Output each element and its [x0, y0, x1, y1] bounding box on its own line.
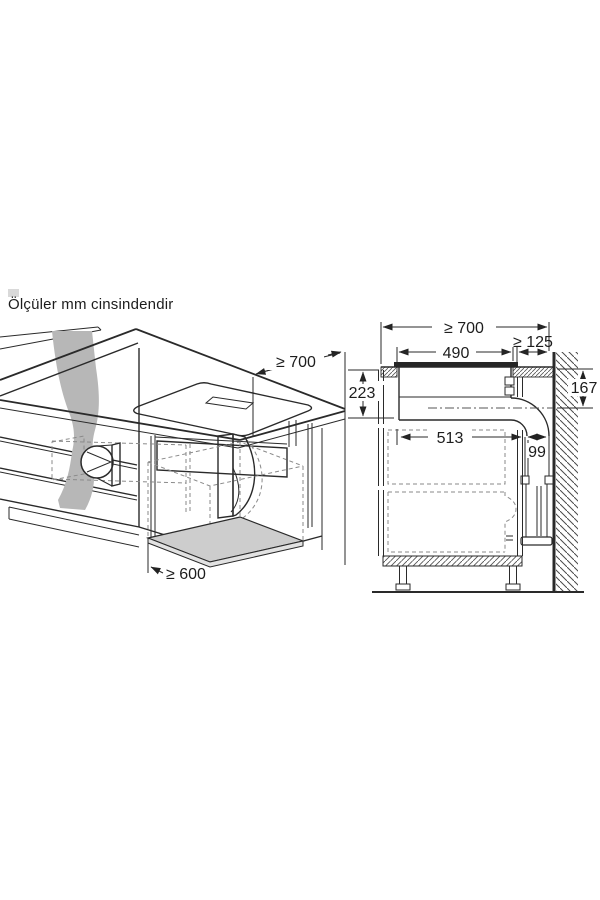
dimension-wall-clearance — [513, 334, 553, 364]
cabinet-base — [383, 556, 522, 590]
page-title: Ölçüler mm cinsindendir — [8, 296, 174, 313]
dim-label-min-depth-right: ≥ 700 — [444, 320, 484, 337]
dim-label-cutout-width: 490 — [442, 345, 470, 362]
worktop-section — [381, 362, 553, 377]
hob-flange — [394, 362, 518, 367]
dim-label-min-width-left: ≥ 600 — [166, 566, 206, 583]
hob-section — [399, 367, 514, 420]
dim-label-duct-offset: 513 — [436, 430, 464, 447]
cabinet-panels — [379, 370, 523, 556]
left-isometric-view — [0, 327, 345, 583]
duct-adapter-circle — [81, 446, 113, 478]
clearance-shelf — [148, 517, 303, 567]
dimension-duct-offset — [397, 428, 521, 447]
dim-label-install-depth: 223 — [348, 385, 376, 402]
dim-label-min-depth-left: ≥ 700 — [276, 354, 316, 371]
vent-slot — [206, 397, 253, 409]
dim-label-wall-clearance: ≥ 125 — [513, 334, 553, 351]
dimension-duct-width — [526, 437, 548, 461]
dim-label-duct-width: 99 — [528, 444, 546, 461]
dim-label-duct-drop: 167 — [570, 380, 598, 397]
right-section-view — [346, 318, 600, 592]
dimension-cutout-width — [397, 344, 513, 365]
dimension-min-depth-left — [256, 352, 341, 374]
drawer-dashed-outlines — [388, 430, 516, 552]
